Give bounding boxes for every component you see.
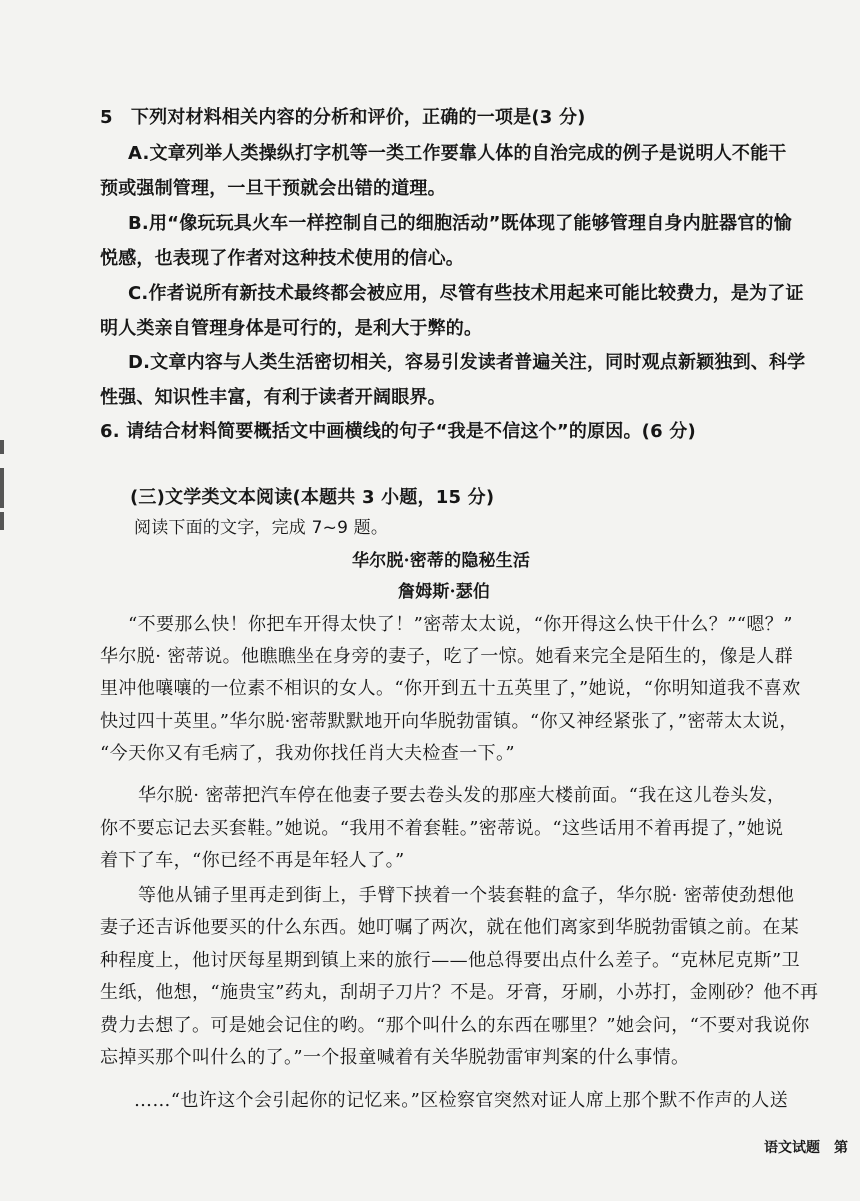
story-para-1-line-5: “今天你又有毛病了，我劝你找任肖大夫检查一下。” [100, 743, 516, 764]
question-5-option-c-line-1: C.作者说所有新技术最终都会被应用，尽管有些技术用起来可能比较费力，是为了证 [128, 283, 804, 304]
page-footer: 语文试题 第 [764, 1140, 848, 1156]
story-para-3-line-2: 妻子还吉诉他要买的什么东西。她叮嘱了两次，就在他们离家到华脱勃雷镇之前。在某 [100, 917, 800, 938]
question-5-option-b-line-2: 悦感，也表现了作者对这种技术使用的信心。 [100, 248, 464, 269]
question-6-text: 6. 请结合材料简要概括文中画横线的句子“我是不信这个”的原因。(6 分) [100, 421, 696, 442]
story-para-1-line-3: 里冲他嚷嚷的一位素不相识的女人。“你开到五十五英里了，”她说，“你明知道我不喜欢 [100, 678, 801, 699]
question-5-option-d-line-1: D.文章内容与人类生活密切相关，容易引发读者普遍关注，同时观点新颖独到、科学 [128, 352, 806, 373]
margin-mark [0, 468, 4, 508]
story-para-3-line-6: 忘掉买那个叫什么的了。”一个报童喊着有关华脱勃雷审判案的什么事情。 [100, 1047, 690, 1068]
story-para-4-line-1: ……“也许这个会引起你的记忆来。”区检察官突然对证人席上那个默不作声的人送 [134, 1090, 789, 1111]
story-para-2-line-2: 你不要忘记去买套鞋。”她说。“我用不着套鞋。”密蒂说。“这些话用不着再提了，”她说 [100, 818, 784, 839]
section-3-instruction: 阅读下面的文字，完成 7~9 题。 [134, 518, 389, 538]
story-para-3-line-5: 费力去想了。可是她会记住的哟。“那个叫什么的东西在哪里？”她会问，“不要对我说你 [100, 1015, 810, 1036]
story-para-1-line-4: 快过四十英里。”华尔脱·密蒂默默地开向华脱勃雷镇。“你又神经紧张了，”密蒂太太说， [100, 711, 798, 732]
question-5-option-b-line-1: B.用“像玩玩具火车一样控制自己的细胞活动”既体现了能够管理自身内脏器官的愉 [128, 213, 792, 234]
story-para-3-line-1: 等他从铺子里再走到街上，手臂下挟着一个装套鞋的盒子，华尔脱· 密蒂使劲想他 [138, 885, 795, 906]
margin-mark [0, 512, 4, 530]
story-para-3-line-4: 生纸，他想，“施贵宝”药丸，刮胡子刀片？不是。牙膏，牙刷，小苏打，金刚砂？他不再 [100, 982, 819, 1003]
story-title: 华尔脱·密蒂的隐秘生活 [352, 551, 531, 571]
question-5-option-c-line-2: 明人类亲自管理身体是可行的，是利大于弊的。 [100, 318, 483, 339]
question-5-option-a-line-2: 预或强制管理，一旦干预就会出错的道理。 [100, 178, 446, 199]
story-para-1-line-1: “不要那么快！你把车开得太快了！”密蒂太太说，“你开得这么快干什么？”“嗯？” [128, 614, 793, 635]
story-para-1-line-2: 华尔脱· 密蒂说。他瞧瞧坐在身旁的妻子，吃了一惊。她看来完全是陌生的，像是人群 [100, 646, 794, 667]
question-5-option-a-line-1: A.文章列举人类操纵打字机等一类工作要靠人体的自治完成的例子是说明人不能干 [128, 143, 787, 164]
margin-mark [0, 440, 4, 454]
story-para-2-line-1: 华尔脱· 密蒂把汽车停在他妻子要去卷头发的那座大楼前面。“我在这儿卷头发， [138, 785, 786, 806]
question-5-option-d-line-2: 性强、知识性丰富，有利于读者开阔眼界。 [100, 387, 446, 408]
story-author: 詹姆斯·瑟伯 [398, 582, 491, 602]
story-para-2-line-3: 着下了车，“你已经不再是年轻人了。” [100, 850, 405, 871]
story-para-3-line-3: 种程度上，他讨厌每星期到镇上来的旅行——他总得要出点什么差子。“克林尼克斯”卫 [100, 950, 801, 971]
section-3-heading: (三)文学类文本阅读(本题共 3 小题，15 分) [130, 487, 495, 508]
question-5-stem: 5 下列对材料相关内容的分析和评价，正确的一项是(3 分) [100, 107, 586, 128]
